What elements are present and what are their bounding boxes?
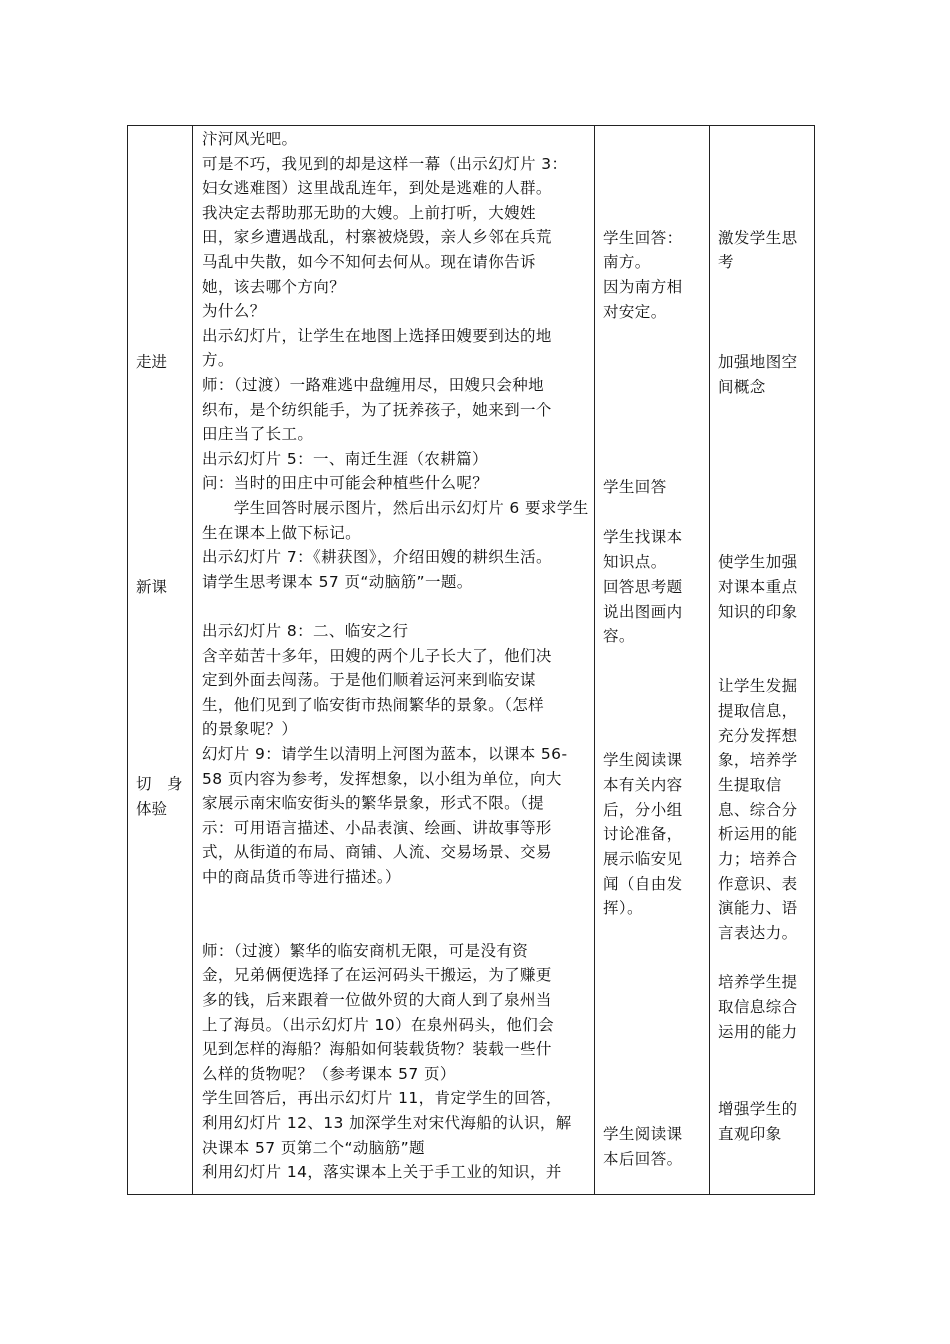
design-intent-line: 析运用的能 (718, 825, 798, 843)
content-line: 中的商品货币等进行描述。） (202, 868, 401, 886)
student-activity-line: 容。 (603, 627, 635, 645)
content-line: 田庄当了长工。 (202, 425, 314, 444)
student-activity-line: 南方。 (603, 253, 651, 271)
content-line: 请学生思考课本 57 页“动脑筋”一题。 (202, 572, 473, 591)
column-divider (594, 126, 595, 1194)
design-intent-line: 直观印象 (718, 1125, 782, 1143)
design-intent-line: 力；培养合 (718, 850, 798, 868)
content-line: 出示幻灯片 8：二、临安之行 (202, 622, 409, 640)
content-line: 定到外面去闯荡。于是他们顺着运河来到临安谋 (202, 671, 536, 690)
design-intent-line: 言表达力。 (718, 924, 798, 942)
content-line: 妇女逃难图）这里战乱连年，到处是逃难的人群。 (202, 179, 552, 198)
content-line: 田，家乡遭遇战乱，村寨被烧毁，亲人乡邻在兵荒 (202, 228, 552, 247)
design-intent-line: 培养学生提 (718, 973, 798, 991)
student-activity-line: 学生回答 (603, 478, 667, 496)
content-line: 生在课本上做下标记。 (202, 523, 362, 542)
content-line: 的景象呢？） (202, 720, 298, 739)
content-line: 多的钱，后来跟着一位做外贸的大商人到了泉州当 (202, 991, 552, 1009)
content-line: 我决定去帮助那无助的大嫂。上前打听，大嫂姓 (202, 203, 536, 222)
design-intent-line: 提取信息， (718, 702, 798, 720)
design-intent-line: 增强学生的 (718, 1100, 798, 1118)
design-intent-line: 生提取信 (718, 776, 782, 794)
student-activity-line: 本后回答。 (603, 1150, 683, 1168)
student-activity-line: 回答思考题 (603, 578, 683, 596)
content-line: 可是不巧，我见到的却是这样一幕（出示幻灯片 3： (202, 154, 568, 173)
design-intent-line: 演能力、语 (718, 899, 798, 917)
design-intent-line: 息、综合分 (718, 801, 798, 819)
content-line: 方。 (202, 351, 234, 370)
stage-label: 体验 (136, 800, 168, 818)
content-line: 利用幻灯片 14，落实课本上关于手工业的知识，并 (202, 1163, 562, 1182)
content-line: 出示幻灯片，让学生在地图上选择田嫂要到达的地 (202, 326, 552, 345)
design-intent-line: 加强地图空 (718, 353, 798, 371)
content-line: 幻灯片 9：请学生以清明上河图为蓝本，以课本 56- (202, 745, 568, 763)
student-activity-line: 本有关内容 (603, 776, 683, 794)
content-line: 金，兄弟俩便选择了在运河码头干搬运，为了赚更 (202, 966, 552, 985)
student-activity-line: 因为南方相 (603, 278, 683, 296)
design-intent-line: 运用的能力 (718, 1023, 798, 1041)
design-intent-line: 作意识、表 (718, 875, 798, 893)
design-intent-line: 使学生加强 (718, 553, 798, 571)
content-line: 式，从街道的布局、商铺、人流、交易场景、交易 (202, 843, 552, 862)
design-intent-line: 考 (718, 253, 734, 271)
content-line: 见到怎样的海船？海船如何装载货物？装载一些什 (202, 1040, 552, 1059)
content-line: 生，他们见到了临安街市热闹繁华的景象。（怎样 (202, 695, 545, 714)
content-line: 家展示南宋临安街头的繁华景象，形式不限。（提 (202, 794, 545, 813)
design-intent-line: 间概念 (718, 378, 766, 396)
student-activity-line: 说出图画内 (603, 603, 683, 621)
student-activity-line: 学生阅读课 (603, 751, 683, 769)
student-activity-line: 对安定。 (603, 303, 667, 321)
stage-label: 新课 (136, 578, 168, 596)
student-activity-line: 后，分小组 (603, 801, 683, 819)
student-activity-line: 学生找课本 (603, 528, 683, 546)
content-line: 汴河风光吧。 (202, 130, 298, 148)
content-line: 出示幻灯片 5：一、南迁生涯（农耕篇） (202, 449, 488, 468)
content-line: 师：（过渡）繁华的临安商机无限，可是没有资 (202, 941, 529, 960)
content-line: 师：（过渡）一路难逃中盘缠用尽，田嫂只会种地 (202, 376, 545, 394)
design-intent-line: 激发学生思 (718, 229, 798, 247)
content-line: 学生回答时展示图片，然后出示幻灯片 6 要求学生 (202, 499, 589, 517)
design-intent-line: 象，培养学 (718, 751, 798, 769)
design-intent-line: 充分发挥想 (718, 727, 798, 745)
stage-label: 切 身 (136, 775, 183, 793)
student-activity-line: 学生回答： (603, 229, 683, 247)
content-line: 出示幻灯片 7：《耕获图》，介绍田嫂的耕织生活。 (202, 548, 552, 567)
content-line: 为什么？ (202, 302, 266, 321)
content-line: 问：当时的田庄中可能会种植些什么呢？ (202, 474, 489, 493)
stage-label: 走进 (136, 353, 168, 371)
student-activity-line: 学生阅读课 (603, 1125, 683, 1143)
content-line: 含辛茹苦十多年，田嫂的两个儿子长大了，他们决 (202, 646, 552, 665)
content-line: 她，该去哪个方向？ (202, 277, 346, 296)
content-line: 么样的货物呢？（参考课本 57 页） (202, 1064, 456, 1083)
content-line: 织布，是个纺织能手，为了抚养孩子，她来到一个 (202, 400, 552, 419)
column-divider (709, 126, 710, 1194)
content-line: 示：可用语言描述、小品表演、绘画、讲故事等形 (202, 818, 552, 837)
content-line: 利用幻灯片 12、13 加深学生对宋代海船的认识，解 (202, 1114, 572, 1132)
student-activity-line: 挥）。 (603, 899, 643, 917)
design-intent-line: 让学生发掘 (718, 677, 798, 695)
design-intent-line: 对课本重点 (718, 578, 798, 596)
design-intent-line: 取信息综合 (718, 998, 798, 1016)
content-line: 上了海员。（出示幻灯片 10）在泉州码头，他们会 (202, 1015, 555, 1034)
design-intent-line: 知识的印象 (718, 603, 798, 621)
student-activity-line: 讨论准备， (603, 825, 683, 843)
student-activity-line: 闻（自由发 (603, 875, 683, 893)
content-line: 决课本 57 页第二个“动脑筋”题 (202, 1138, 425, 1157)
content-line: 学生回答后，再出示幻灯片 11，肯定学生的回答， (202, 1089, 562, 1108)
student-activity-line: 展示临安见 (603, 850, 683, 868)
content-line: 马乱中失散，如今不知何去何从。现在请你告诉 (202, 253, 536, 271)
column-divider (192, 126, 193, 1194)
student-activity-line: 知识点。 (603, 553, 667, 571)
content-line: 58 页内容为参考，发挥想象，以小组为单位，向大 (202, 769, 562, 788)
